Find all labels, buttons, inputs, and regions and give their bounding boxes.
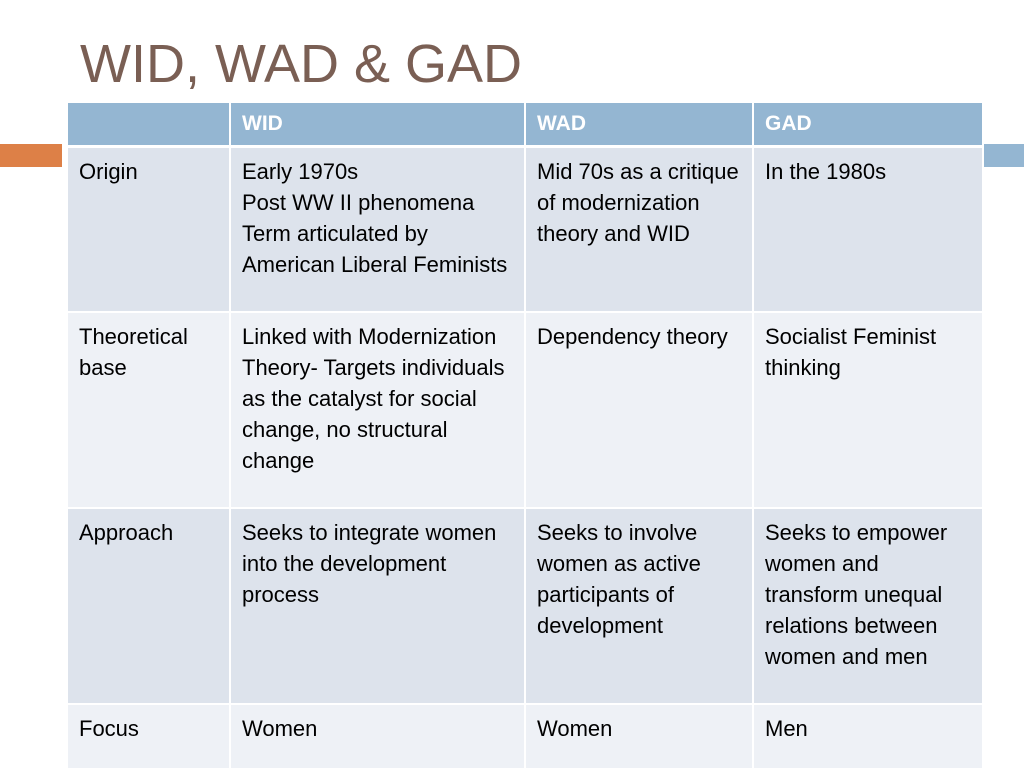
header-cell-blank [68,103,230,147]
cell-focus-wad: Women [525,704,753,768]
table-header-row [68,103,982,147]
cell-origin-gad: In the 1980s [753,147,982,313]
cell-origin-wid-line-2: Post WW II phenomena [242,190,475,215]
header-cell-gad: GAD [753,103,982,147]
row-label-focus: Focus [68,704,230,768]
cell-origin-wad: Mid 70s as a critique of modernization theory and WID [525,147,753,313]
table-row-theoretical-base [68,312,982,508]
slide-title: WID, WAD & GAD [80,34,522,94]
cell-origin-wid [230,147,525,313]
cell-theory-gad: Socialist Feminist thinking [753,312,982,508]
header-cell-wad: WAD [525,103,753,147]
accent-bar-left [0,144,62,167]
cell-approach-wid: Seeks to integrate women into the development process [230,508,525,704]
cell-theory-wad: Dependency theory [525,312,753,508]
comparison-table [68,103,982,768]
accent-bar-right [984,144,1024,167]
cell-approach-gad: Seeks to empower women and transform unequal relations between women and men [753,508,982,704]
header-cell-wid: WID [230,103,525,147]
table-row-approach [68,508,982,704]
table-row-origin [68,147,982,313]
row-label-approach: Approach [68,508,230,704]
cell-origin-wid-line-3: Term articulated by American Liberal Feminists [242,221,508,277]
row-label-theoretical-base: Theoretical base [68,312,230,508]
cell-theory-wid: Linked with Modernization Theory- Targets individuals as the catalyst for social change, no structural change [230,312,525,508]
table-row-focus [68,704,982,768]
row-label-origin: Origin [68,147,230,313]
cell-focus-gad: Men [753,704,982,768]
cell-focus-wid: Women [230,704,525,768]
cell-approach-wad: Seeks to involve women as active participants of development [525,508,753,704]
cell-origin-wid-line-1: Early 1970s [242,159,359,184]
